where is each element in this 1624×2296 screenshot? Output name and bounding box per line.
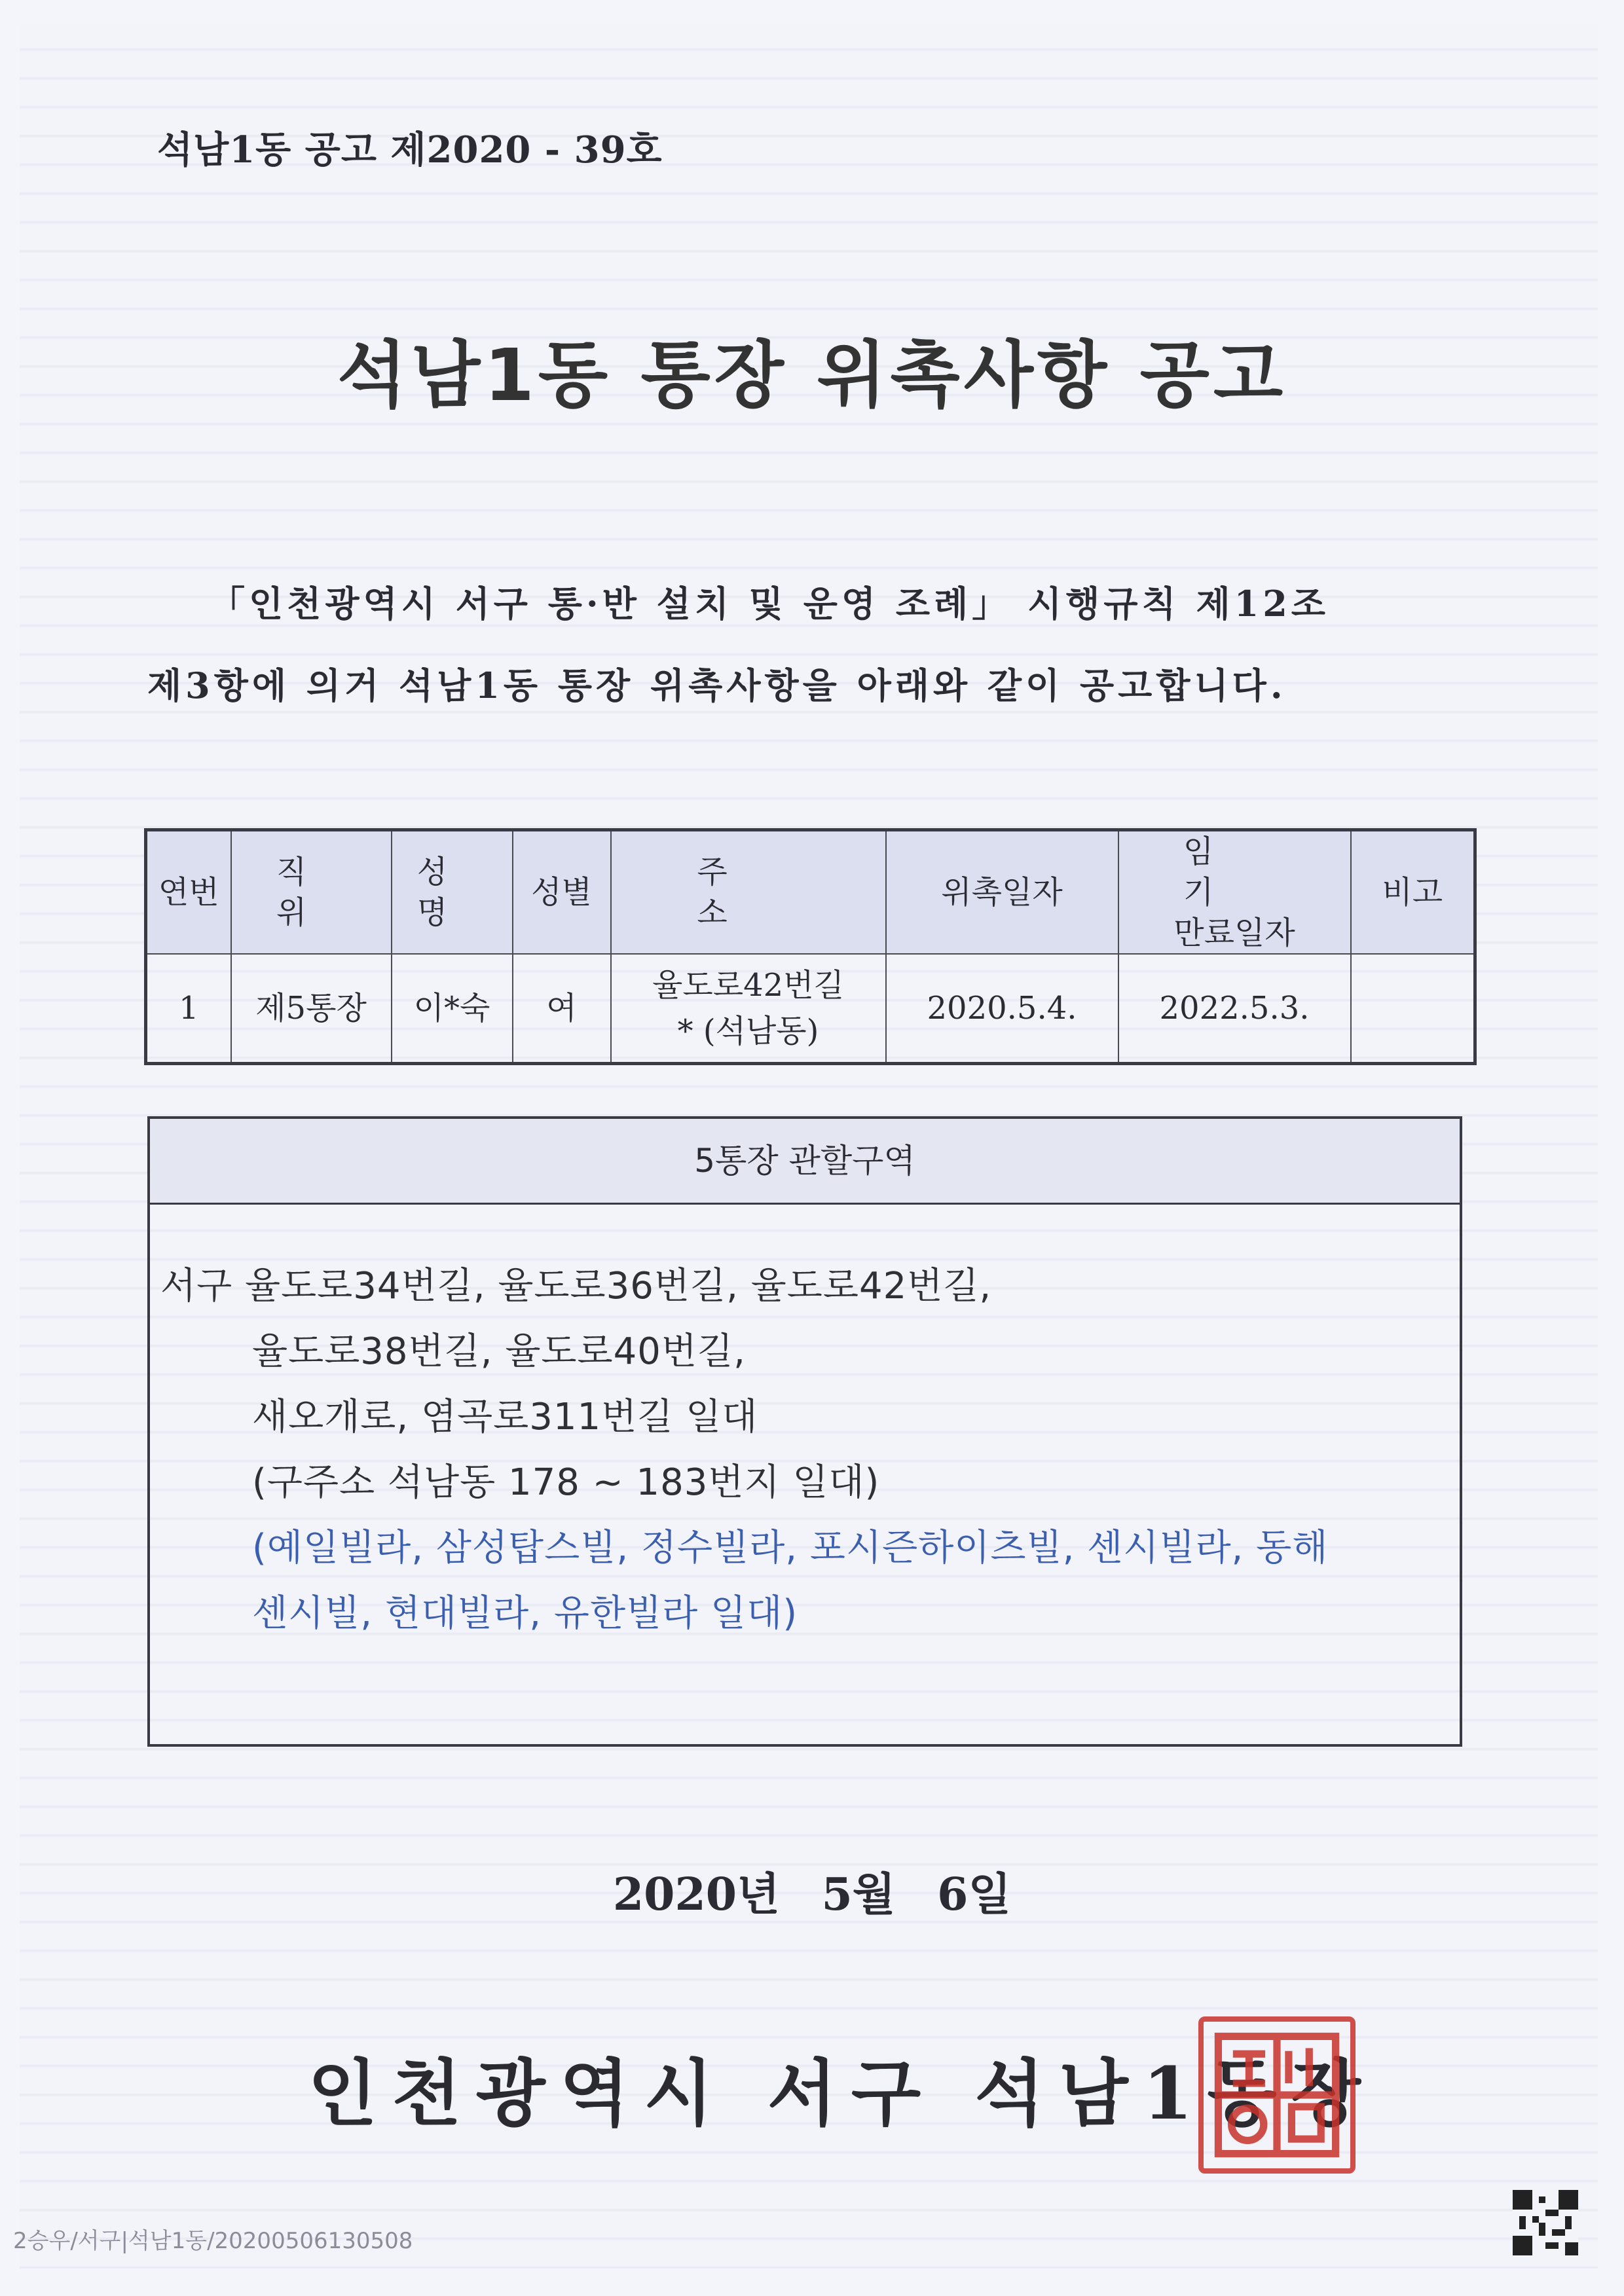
cell-appoint-date: 2020.5.4. [886, 954, 1118, 1064]
page-title: 석남1동 통장 위촉사항 공고 [337, 333, 1287, 417]
header-term-label: 임 기 [1183, 833, 1286, 911]
qr-code-icon [1513, 2190, 1578, 2255]
header-address: 주 소 [611, 830, 886, 955]
official-seal-icon [1198, 2016, 1356, 2174]
area-line-1: 서구 율도로34번길, 율도로36번길, 율도로42번길, [160, 1265, 992, 1307]
header-expire-date [1118, 830, 1351, 955]
cell-expire-date: 2022.5.3. [1118, 954, 1351, 1064]
cell-name: 이*숙 [392, 954, 513, 1064]
header-gender: 성별 [513, 830, 611, 955]
area-line-6: 센시빌, 현대빌라, 유한빌라 일대) [252, 1592, 798, 1635]
cell-no: 1 [146, 954, 231, 1064]
date-day: 6일 [937, 1868, 1012, 1921]
cell-position: 제5통장 [231, 954, 392, 1064]
footer-document-code: 2승우/서구|석남1동/20200506130508 [13, 2228, 413, 2254]
announcement-date [0, 1859, 1624, 1923]
area-line-4: (구주소 석남동 178 ~ 183번지 일대) [252, 1461, 880, 1504]
header-no: 연번 [146, 830, 231, 955]
header-note: 비고 [1351, 830, 1475, 955]
appointment-table [144, 828, 1477, 1065]
table-header-row [146, 830, 1475, 955]
header-appoint-date: 위촉일자 [886, 830, 1118, 955]
header-name: 성 명 [392, 830, 513, 955]
area-line-2: 율도로38번길, 율도로40번길, [252, 1330, 746, 1373]
intro-line-2: 제3항에 의거 석남1동 통장 위촉사항을 아래와 같이 공고합니다. [147, 665, 1287, 706]
jurisdiction-heading: 5통장 관할구역 [150, 1119, 1460, 1205]
document-number: 석남1동 공고 제2020 - 39호 [157, 128, 663, 172]
date-year: 2020년 [612, 1868, 780, 1921]
date-month: 5월 [821, 1868, 896, 1921]
address-line-1: 율도로42번길 [652, 967, 844, 1004]
cell-address [611, 954, 886, 1064]
header-expire-label: 만료일자 [1173, 915, 1295, 951]
area-line-3: 새오개로, 염곡로311번길 일대 [252, 1396, 758, 1438]
cell-note [1351, 954, 1475, 1064]
address-line-2: * (석남동) [677, 1013, 819, 1049]
seal-graphic-icon [1204, 2022, 1350, 2168]
issuer-name: 인천광역시 서구 석남1동장 [308, 2051, 1375, 2136]
cell-gender: 여 [513, 954, 611, 1064]
header-position: 직 위 [231, 830, 392, 955]
intro-line-1: 「인천광역시 서구 통·반 설치 및 운영 조례」 시행규칙 제12조 [210, 583, 1329, 625]
area-line-5: (예일빌라, 삼성탑스빌, 정수빌라, 포시즌하이츠빌, 센시빌라, 동해 [252, 1527, 1329, 1569]
table-row [146, 954, 1475, 1064]
